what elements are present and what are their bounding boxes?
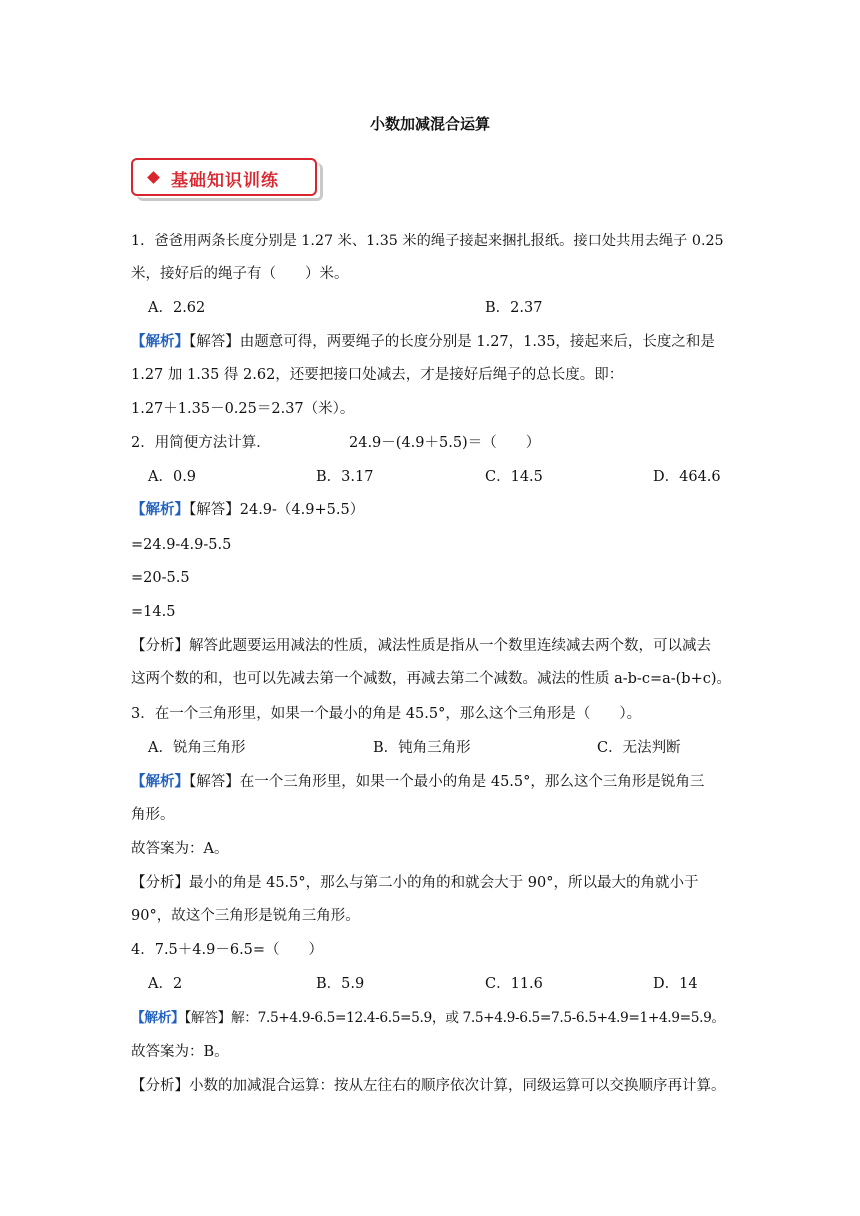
jiexi-tag: 【解析】 xyxy=(131,501,189,518)
q2-stem xyxy=(131,433,731,453)
section-banner xyxy=(131,158,317,198)
q4-answer-text1: 解：7.5+4.9-6.5=12.4-6.5=5.9，或 7.5+4.9-6.5=7.5-6.5+4.9=1+4.9=5.9。 xyxy=(230,1010,725,1026)
q2-analysis-line2: 这两个数的和，也可以先减去第一个减数，再减去第二个减数。减法的性质 a-b-c=a-(b+c)。 xyxy=(131,671,732,687)
q1-stem-line1: 1．爸爸用两条长度分别是 1.27 米、1.35 米的绳子接起来捆扎报纸。接口处共用去绳子 0.25 xyxy=(131,233,724,249)
q1-answer-text1: 由题意可得，两要绳子的长度分别是 1.27，1.35，接起来后，长度之和是 xyxy=(239,334,715,350)
q2-option-a: A．0.9 xyxy=(148,469,197,485)
q3-analysis-line1 xyxy=(131,873,731,893)
q4-option-c: C．11.6 xyxy=(485,976,543,992)
q1-answer-line1 xyxy=(131,332,731,352)
q4-answer-line2: 故答案为：B。 xyxy=(131,1044,229,1060)
q3-option-c: C．无法判断 xyxy=(597,740,681,756)
q4-option-b: B．5.9 xyxy=(316,976,365,992)
q3-answer-line2: 角形。 xyxy=(131,807,175,823)
q3-option-a: A．锐角三角形 xyxy=(148,740,246,756)
q2-answer-line1 xyxy=(131,500,731,520)
q3-option-b: B．钝角三角形 xyxy=(373,740,471,756)
jieda-tag: 【解答】 xyxy=(189,774,240,790)
fenxi-tag: 【分析】 xyxy=(131,638,189,654)
jieda-tag: 【解答】 xyxy=(189,502,240,518)
q2-answer-text1: 24.9-（4.9+5.5） xyxy=(239,502,365,518)
jiexi-tag: 【解析】 xyxy=(131,773,189,790)
fenxi-tag: 【分析】 xyxy=(131,875,189,891)
q2-answer-line4: =14.5 xyxy=(131,604,176,620)
q3-analysis-line2: 90°，故这个三角形是锐角三角形。 xyxy=(131,908,360,924)
q3-answer-line1 xyxy=(131,772,731,792)
q1-answer-line3: 1.27＋1.35－0.25＝2.37（米）。 xyxy=(131,401,355,417)
jiexi-tag: 【解析】 xyxy=(131,1010,185,1026)
q2-stem-text: 2．用简便方法计算． xyxy=(131,435,271,451)
q4-analysis-line1 xyxy=(131,1076,731,1096)
q2-analysis-text1: 解答此题要运用减法的性质，减法性质是指从一个数里连续减去两个数，可以减去 xyxy=(189,638,711,654)
q1-answer-line2: 1.27 加 1.35 得 2.62，还要把接口处减去，才是接好后绳子的总长度。即： xyxy=(131,367,624,383)
q2-option-b: B．3.17 xyxy=(316,469,374,485)
q1-stem-line2: 米，接好后的绳子有（ ）米。 xyxy=(131,266,349,282)
q1-option-b: B．2.37 xyxy=(485,300,543,316)
fenxi-tag: 【分析】 xyxy=(131,1078,189,1094)
q3-answer-text1: 在一个三角形里，如果一个最小的角是 45.5°，那么这个三角形是锐角三 xyxy=(239,774,705,790)
q2-answer-line2: =24.9-4.9-5.5 xyxy=(131,537,232,553)
q2-expression: 24.9－(4.9＋5.5)＝（ ） xyxy=(349,435,541,451)
q4-analysis-text1: 小数的加减混合运算：按从左往右的顺序依次计算，同级运算可以交换顺序再计算。 xyxy=(189,1078,726,1094)
q4-option-a: A．2 xyxy=(148,976,183,992)
q2-option-d: D．464.6 xyxy=(653,469,721,485)
q3-stem: 3．在一个三角形里，如果一个最小的角是 45.5°，那么这个三角形是（ ）。 xyxy=(131,706,642,722)
jieda-tag: 【解答】 xyxy=(189,334,240,350)
q4-answer-line1 xyxy=(131,1008,731,1028)
q4-option-d: D．14 xyxy=(653,976,698,992)
jiexi-tag: 【解析】 xyxy=(131,333,189,350)
q2-option-c: C．14.5 xyxy=(485,469,543,485)
q3-analysis-text1: 最小的角是 45.5°，那么与第二小的角的和就会大于 90°，所以最大的角就小于 xyxy=(189,875,699,891)
q2-analysis-line1 xyxy=(131,636,731,656)
q1-option-a: A．2.62 xyxy=(148,300,206,316)
jieda-tag: 【解答】 xyxy=(184,1010,231,1026)
page-title: 小数加减混合运算 xyxy=(369,115,490,133)
q4-stem: 4．7.5＋4.9－6.5=（ ） xyxy=(131,942,324,958)
q3-answer-line3: 故答案为：A。 xyxy=(131,841,229,857)
section-title: 基础知识训练 xyxy=(171,171,279,191)
q2-answer-line3: =20-5.5 xyxy=(131,570,190,586)
